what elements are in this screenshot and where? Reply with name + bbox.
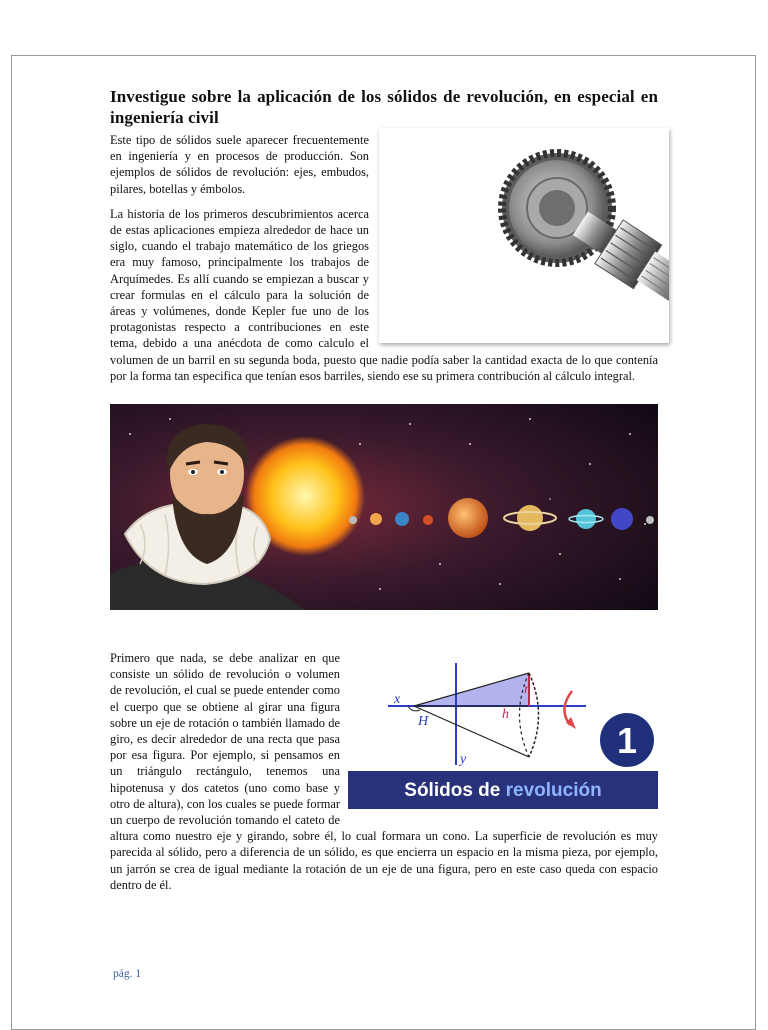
paragraph-3: [110, 650, 658, 893]
kepler-planets-image: [110, 404, 658, 610]
label-y: y: [460, 752, 467, 768]
paragraph-3-text: Primero que nada, se debe analizar en que consiste un sólido de revolución o volumen de revolución, el cual se puede entender como el cuerpo que se obtiene al girar una figura sobre un eje de rotación o también llamado de giro, es decir alrededor de una recta que pasa por esa figura. Por ejemplo, si pensamos en un triángulo rectángulo, tenemos una hipotenusa y dos catetos (uno como base y otro de altura), con los cuales se puede formar un cuerpo de revolución tomando el cateto de altura como nuestro eje y girando, sobre él, lo cual formara un cono. La superficie de revolución es muy parecida al sólido, pero a diferencia de un sólido, es que encierra un espacio en la misma pieza, por ejemplo, un jarrón se crea de igual mediante la rotación de un eje de una figura, pero en este caso queda con espacio dentro de él.: [110, 651, 658, 892]
label-h: h: [502, 707, 509, 723]
label-H: H: [418, 714, 429, 730]
page-content: [110, 86, 658, 893]
label-r: r: [524, 682, 530, 698]
document-page: [11, 55, 756, 1030]
cone-diagram: [348, 663, 658, 809]
badge-number: 1: [616, 720, 638, 762]
paragraph-1: Este tipo de sólidos suele aparecer frecuentemente en ingeniería y en procesos de producción. Son ejemplos de sólidos de revolución: ejes, embudos, pilares, botellas y émbolos.: [110, 133, 369, 196]
banner-text-2: revolución: [505, 780, 602, 802]
document-heading: Investigue sobre la aplicación de los sólidos de revolución, en especial en ingeniería civil: [110, 87, 658, 127]
page-number: pág. 1: [113, 968, 142, 980]
paragraph-2: La historia de los primeros descubrimientos acerca de estas aplicaciones empieza alrededor de hace un siglo, cuando el trabajo matemático de los griegos era muy famoso, principalmente los trabajos de Arquímedes. Es allí cuando se empiezan a buscar y crear formulas en el cálculo para la solución de áreas y volúmenes, donde Kepler fue uno de los protagonistas respecto a contribuciones en este tema, debido a una anécdota de como calculo el volumen de un barril en su segunda boda, puesto que nadie podía saber la cantidad exacta de lo que contenía por la forma tan especifica que tenían esos barriles, siendo ese su primera contribución al cálculo integral.: [110, 206, 658, 383]
gear-shaft-image: [379, 128, 669, 343]
banner-title: [404, 780, 601, 801]
gear-shaft-drawing: [379, 128, 669, 343]
label-x: x: [394, 692, 401, 708]
solid-revolution-diagram: [348, 663, 658, 809]
banner-text-1: Sólidos de: [404, 780, 506, 802]
